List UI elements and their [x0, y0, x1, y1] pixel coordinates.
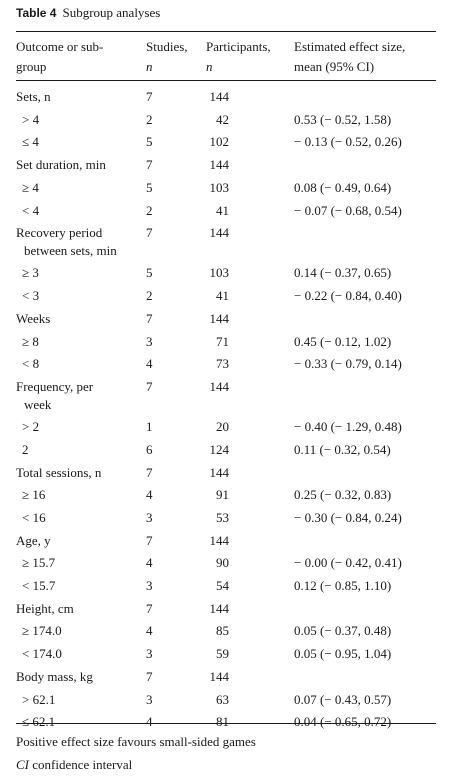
row-label-text: ≤ 62.1 [22, 714, 56, 730]
subgroup-label [22, 287, 39, 305]
studies-cell: 3 [146, 578, 153, 593]
footnote-ci-text: confidence interval [32, 757, 133, 772]
effect-size-cell: 0.25 (− 0.32, 0.83) [294, 487, 392, 503]
subgroup-label [22, 179, 39, 197]
participants-cell: 144 [209, 310, 229, 326]
row-label-text: ≥ 4 [22, 179, 39, 195]
subgroup-label [22, 264, 39, 282]
subgroup-label [22, 509, 46, 527]
row-label-text: ≥ 8 [22, 333, 39, 349]
effect-size-cell: 0.53 (− 0.52, 1.58) [294, 111, 392, 127]
participants-cell: 144 [209, 225, 229, 241]
participants-cell: 85 [216, 623, 229, 639]
participants-cell: 103 [209, 179, 229, 195]
group-label [16, 88, 51, 106]
effect-size-cell: − 0.13 (− 0.52, 0.26) [294, 134, 402, 150]
studies-cell: 6 [146, 441, 153, 457]
row-label-text: < 4 [22, 202, 40, 218]
studies-cell: 7 [146, 225, 153, 241]
studies-cell: 7 [146, 668, 153, 684]
table-label: Table 4 [16, 6, 57, 20]
participants-cell: 144 [209, 600, 229, 616]
top-rule [16, 31, 436, 32]
studies-cell: 7 [146, 378, 153, 394]
studies-cell: 5 [146, 179, 153, 195]
row-label-text: > 4 [22, 111, 40, 127]
subgroup-label [22, 202, 39, 220]
group-label [16, 532, 51, 550]
effect-size-cell: 0.12 (− 0.85, 1.10) [294, 578, 392, 593]
header-studies: Studies, n [146, 39, 188, 74]
effect-size-cell: 0.08 (− 0.49, 0.64) [294, 179, 392, 195]
group-label [16, 464, 101, 482]
studies-cell: 2 [146, 288, 153, 304]
studies-cell: 7 [146, 464, 153, 480]
row-label-continued: between sets, min [24, 243, 117, 259]
effect-size-cell: 0.45 (− 0.12, 1.02) [294, 333, 392, 349]
participants-cell: 144 [209, 157, 229, 173]
footnote-effect-direction: Positive effect size favours small-sided games [16, 734, 256, 749]
participants-cell: 144 [209, 668, 229, 684]
studies-cell: 2 [146, 111, 153, 127]
studies-cell: 4 [146, 714, 153, 730]
header-rule [16, 80, 436, 81]
studies-cell: 3 [146, 646, 153, 662]
header-participants: Participants, n [206, 39, 271, 74]
effect-size-cell: − 0.22 (− 0.84, 0.40) [294, 288, 402, 304]
row-label-text: 2 [22, 441, 29, 457]
row-label-text: Weeks [16, 310, 51, 326]
group-label [16, 600, 74, 618]
effect-size-cell: 0.14 (− 0.37, 0.65) [294, 265, 392, 281]
row-label-text: < 8 [22, 356, 40, 372]
footnote-ci-abbr: CI [16, 757, 29, 772]
subgroup-label [22, 441, 29, 459]
effect-size-cell: − 0.00 (− 0.42, 0.41) [294, 555, 402, 571]
participants-cell: 63 [216, 691, 229, 707]
participants-cell: 54 [216, 578, 229, 593]
effect-size-cell: 0.07 (− 0.43, 0.57) [294, 691, 392, 707]
effect-size-cell: − 0.33 (− 0.79, 0.14) [294, 356, 402, 372]
group-label [16, 668, 93, 686]
row-label-text: > 2 [22, 419, 40, 435]
row-label-text: Recovery period [16, 225, 103, 241]
studies-cell: 7 [146, 532, 153, 548]
participants-cell: 71 [216, 333, 229, 349]
studies-cell: 4 [146, 487, 153, 503]
row-label-text: Frequency, per [16, 378, 94, 394]
row-label-text: Height, cm [16, 600, 74, 616]
table-caption [16, 5, 160, 21]
effect-size-cell: 0.11 (− 0.32, 0.54) [294, 441, 391, 457]
studies-cell: 1 [146, 419, 153, 435]
studies-cell: 7 [146, 89, 153, 104]
group-label [16, 224, 117, 260]
subgroup-label [22, 577, 55, 595]
participants-cell: 41 [216, 202, 229, 218]
row-label-text: Total sessions, n [16, 464, 102, 480]
row-label-text: Age, y [16, 532, 51, 548]
subgroup-label [22, 355, 39, 373]
studies-cell: 4 [146, 555, 153, 571]
studies-cell: 4 [146, 356, 153, 372]
participants-cell: 81 [216, 714, 229, 730]
row-label-continued: week [24, 396, 52, 412]
participants-cell: 144 [209, 378, 229, 394]
row-label-text: ≥ 3 [22, 265, 39, 281]
subgroup-label [22, 111, 39, 129]
row-label-text: Set duration, min [16, 157, 106, 173]
subgroup-label [22, 333, 39, 351]
studies-cell: 7 [146, 310, 153, 326]
participants-cell: 42 [216, 111, 229, 127]
participants-cell: 73 [216, 356, 229, 372]
subgroup-label [22, 691, 55, 709]
participants-cell: 103 [209, 265, 229, 281]
subgroup-label [22, 418, 39, 436]
footnote-ci [16, 757, 132, 773]
participants-cell: 91 [216, 487, 229, 503]
row-label-text: ≤ 4 [22, 134, 39, 150]
participants-cell: 144 [209, 532, 229, 548]
studies-cell: 5 [146, 134, 153, 150]
studies-cell: 7 [146, 600, 153, 616]
row-label-text: ≥ 15.7 [22, 555, 56, 571]
group-label [16, 156, 106, 174]
subgroup-label [22, 622, 62, 640]
participants-cell: 144 [209, 89, 229, 104]
participants-cell: 124 [209, 441, 229, 457]
participants-cell: 144 [209, 464, 229, 480]
studies-cell: 5 [146, 265, 153, 281]
studies-cell: 3 [146, 509, 153, 525]
row-label-text: < 174.0 [22, 646, 62, 662]
row-label-text: < 15.7 [22, 578, 56, 593]
participants-cell: 59 [216, 646, 229, 662]
subgroup-label [22, 486, 45, 504]
header-outcome: Outcome or sub- group [16, 39, 104, 74]
studies-cell: 7 [146, 157, 153, 173]
row-label-text: ≥ 16 [22, 487, 46, 503]
studies-cell: 2 [146, 202, 153, 218]
row-label-text: Body mass, kg [16, 668, 93, 684]
participants-cell: 102 [209, 134, 229, 150]
effect-size-cell: − 0.07 (− 0.68, 0.54) [294, 202, 402, 218]
row-label-text: Sets, n [16, 89, 51, 104]
row-label-text: < 16 [22, 509, 46, 525]
bottom-rule [16, 723, 436, 724]
group-label [16, 310, 50, 328]
subgroup-label [22, 133, 39, 151]
studies-cell: 3 [146, 691, 153, 707]
effect-size-cell: 0.05 (− 0.37, 0.48) [294, 623, 392, 639]
participants-cell: 90 [216, 555, 229, 571]
effect-size-cell: 0.05 (− 0.95, 1.04) [294, 646, 392, 662]
effect-size-cell: − 0.40 (− 1.29, 0.48) [294, 419, 402, 435]
row-label-text: > 62.1 [22, 691, 56, 707]
effect-size-cell: 0.04 (− 0.65, 0.72) [294, 714, 392, 730]
effect-size-cell: − 0.30 (− 0.84, 0.24) [294, 509, 402, 525]
studies-cell: 3 [146, 333, 153, 349]
participants-cell: 53 [216, 509, 229, 525]
studies-cell: 4 [146, 623, 153, 639]
subgroup-label [22, 554, 55, 572]
participants-cell: 41 [216, 288, 229, 304]
subgroup-label [22, 645, 62, 663]
participants-cell: 20 [216, 419, 229, 435]
row-label-text: < 3 [22, 288, 40, 304]
header-effect-size: Estimated effect size, mean (95% CI) [294, 39, 406, 74]
group-label [16, 378, 93, 414]
row-label-text: ≥ 174.0 [22, 623, 62, 639]
table-title: Subgroup analyses [62, 5, 161, 20]
